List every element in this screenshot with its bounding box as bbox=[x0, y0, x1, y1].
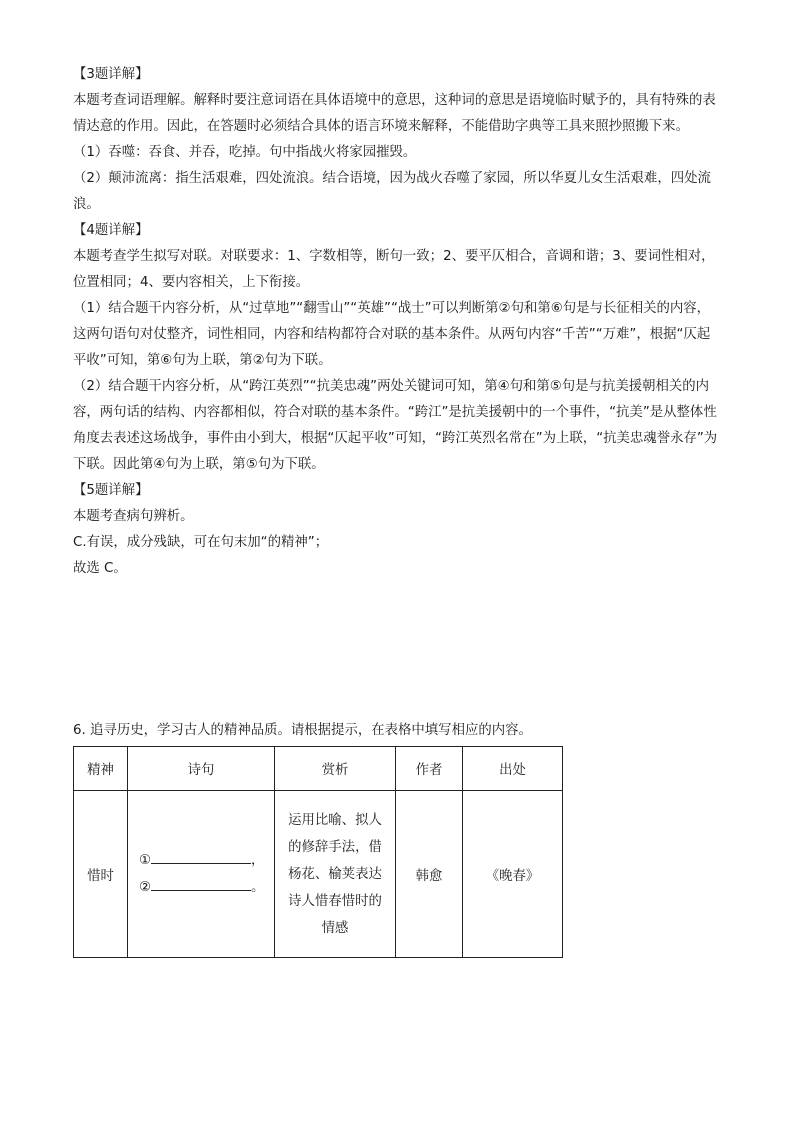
section-4-paragraph-3: （2）结合题干内容分析，从“跨江英烈”“抗美忠魂”两处关键词可知，第④句和第⑤句是与抗美援朝相关的内容，两句话的结构、内容都相似，符合对联的基本条件。“跨江”是抗美援朝中的一个事件，“抗美”是从整体性角度去表述这场战争，事件由小到大，根据“仄起平收”可知，“跨江英烈名常在”为上联，“抗美忠魂誉永存”为下联。因此第④句为上联，第⑤句为下联。 bbox=[73, 379, 718, 472]
header-appreciation: 赏析 bbox=[275, 747, 396, 791]
header-spirit: 精神 bbox=[74, 747, 128, 791]
table-row bbox=[74, 791, 563, 958]
section-heading-5: 【5题详解】 bbox=[73, 483, 149, 498]
section-3-paragraph-1: 本题考查词语理解。解释时要注意词语在具体语境中的意思，这种词的意思是语境临时赋予的，具有特殊的表情达意的作用。因此，在答题时必须结合具体的语言环境来解释，不能借助字典等工具来照抄照搬下来。 bbox=[73, 93, 716, 134]
fill-blank-1[interactable] bbox=[151, 848, 251, 864]
fill-blank-2[interactable] bbox=[151, 875, 251, 891]
cell-spirit: 惜时 bbox=[74, 791, 128, 958]
cell-appreciation: 运用比喻、拟人的修辞手法，借杨花、榆荚表达诗人惜春惜时的情感 bbox=[275, 791, 396, 958]
blank-line-2 bbox=[128, 874, 274, 901]
header-poem-lines: 诗句 bbox=[128, 747, 275, 791]
section-5-paragraph-2: C.有误，成分残缺，可在句末加“的精神”； bbox=[73, 535, 329, 550]
cell-source: 《晚春》 bbox=[463, 791, 563, 958]
question-6-table bbox=[73, 746, 563, 958]
blank-line-1 bbox=[128, 847, 274, 874]
section-4-paragraph-1: 本题考查学生拟写对联。对联要求：1、字数相等，断句一致；2、要平仄相合，音调和谐；3、要词性相对，位置相同；4、要内容相关，上下衔接。 bbox=[73, 249, 715, 290]
blank-1-mark: ① bbox=[139, 853, 152, 868]
blank-1-punct: ， bbox=[251, 853, 265, 868]
section-3-paragraph-3: （2）颠沛流离：指生活艰难，四处流浪。结合语境，因为战火吞噬了家园，所以华夏儿女生活艰难，四处流浪。 bbox=[73, 171, 711, 212]
header-source: 出处 bbox=[463, 747, 563, 791]
section-3-paragraph-2: （1）吞噬：吞食、并吞，吃掉。句中指战火将家园摧毁。 bbox=[73, 145, 417, 160]
section-5-paragraph-1: 本题考查病句辨析。 bbox=[73, 509, 194, 524]
question-6-prompt: 6. 追寻历史，学习古人的精神品质。请根据提示，在表格中填写相应的内容。 bbox=[73, 723, 532, 738]
cell-poem-lines bbox=[128, 791, 275, 958]
section-heading-4: 【4题详解】 bbox=[73, 223, 149, 238]
blank-2-punct: 。 bbox=[251, 880, 265, 895]
table-header-row bbox=[74, 747, 563, 791]
answer-explanations bbox=[73, 62, 723, 582]
header-author: 作者 bbox=[396, 747, 463, 791]
section-heading-3: 【3题详解】 bbox=[73, 67, 149, 82]
section-4-paragraph-2: （1）结合题干内容分析，从“过草地”“翻雪山”“英雄”“战士”可以判断第②句和第⑥句是与长征相关的内容，这两句语句对仗整齐，词性相同，内容和结构都符合对联的基本条件。从两句内容“千苦”“万难”，根据“仄起平收”可知，第⑥句为上联，第②句为下联。 bbox=[73, 301, 711, 368]
cell-author: 韩愈 bbox=[396, 791, 463, 958]
blank-2-mark: ② bbox=[139, 880, 152, 895]
section-5-paragraph-3: 故选 C。 bbox=[73, 561, 127, 576]
